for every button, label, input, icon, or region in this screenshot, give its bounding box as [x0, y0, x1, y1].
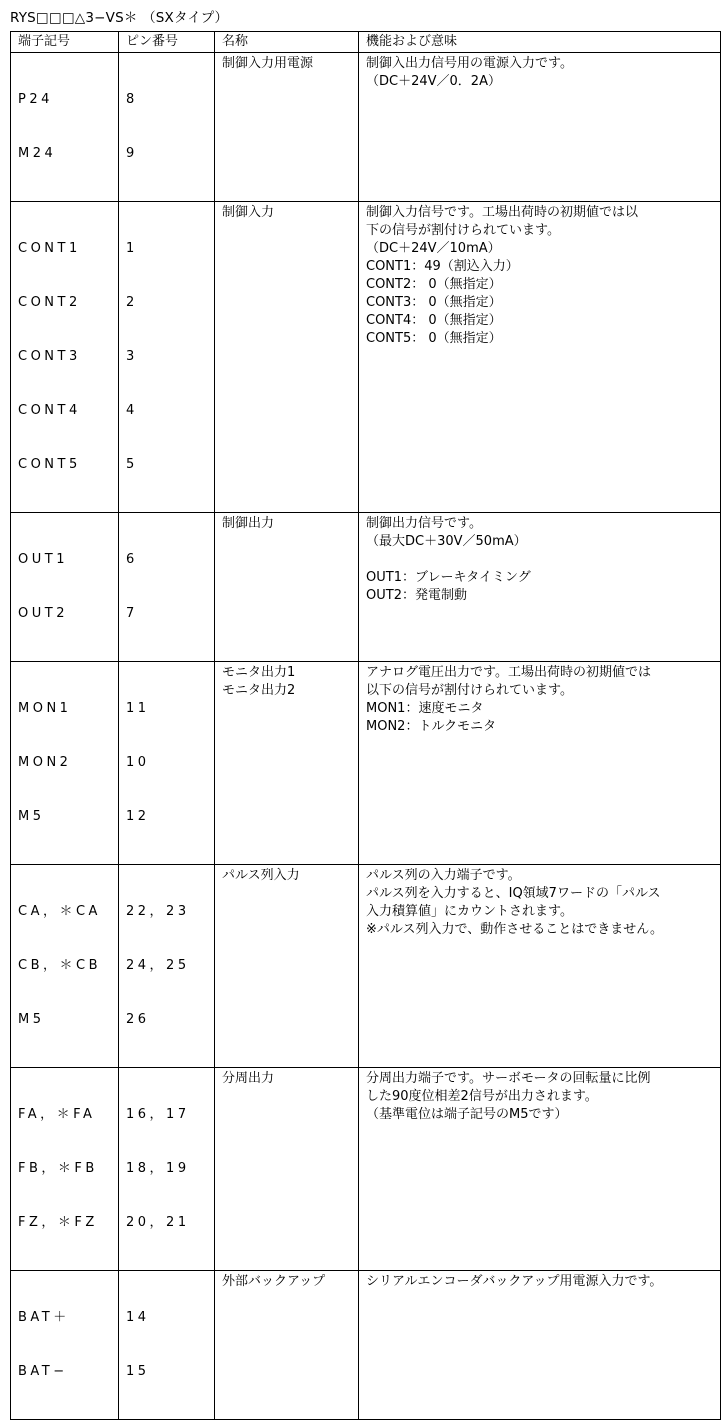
terminal-table	[10, 31, 721, 1420]
terminal-code: CA，＊CA	[18, 904, 101, 919]
name-cell	[215, 865, 359, 1068]
name-cell	[215, 53, 359, 202]
function-text: CONT5： 0（無指定）	[366, 331, 502, 346]
terminal-code: M5	[18, 809, 45, 824]
function-text: MON2：トルクモニタ	[366, 719, 497, 734]
table-row	[11, 865, 721, 1068]
terminal-name: モニタ出力1	[222, 665, 296, 680]
pin-number: 16，17	[126, 1107, 190, 1122]
name-cell	[215, 513, 359, 662]
table-row	[11, 202, 721, 513]
function-text: シリアルエンコーダバックアップ用電源入力です。	[366, 1274, 663, 1289]
function-cell	[359, 53, 721, 202]
terminal-code-cell	[11, 1271, 119, 1420]
terminal-code: FZ，＊FZ	[18, 1215, 98, 1230]
function-text: アナログ電圧出力です。工場出荷時の初期値では	[366, 665, 651, 680]
pin-number: 2	[126, 295, 138, 310]
pin-number: 7	[126, 606, 138, 621]
terminal-code-cell	[11, 662, 119, 865]
terminal-code: MON1	[18, 701, 72, 716]
function-text: パルス列を入力すると、IQ領域7ワードの「パルス	[366, 886, 661, 901]
pin-number: 4	[126, 403, 138, 418]
table-header-row	[11, 32, 721, 53]
pin-number: 9	[126, 146, 138, 161]
terminal-name: モニタ出力2	[222, 683, 296, 698]
terminal-code: MON2	[18, 755, 72, 770]
pin-number: 20，21	[126, 1215, 190, 1230]
name-cell	[215, 1068, 359, 1271]
pin-number: 1	[126, 241, 138, 256]
pin-number-cell	[119, 513, 215, 662]
pin-number: 10	[126, 755, 150, 770]
terminal-code: CONT2	[18, 295, 81, 310]
function-text	[366, 551, 714, 569]
pin-number: 11	[126, 701, 150, 716]
function-text: CONT2： 0（無指定）	[366, 277, 502, 292]
table-row	[11, 53, 721, 202]
function-text: （DC＋24V／10mA）	[366, 241, 501, 256]
pin-number: 22，23	[126, 904, 190, 919]
pin-number: 6	[126, 552, 138, 567]
pin-number: 26	[126, 1012, 150, 1027]
terminal-code: BAT＋	[18, 1310, 70, 1325]
page-title: RYS□□□△3−VS＊ （SXタイプ）	[10, 10, 229, 26]
function-text: OUT1：ブレーキタイミング	[366, 570, 531, 585]
function-text: CONT3： 0（無指定）	[366, 295, 502, 310]
function-cell	[359, 662, 721, 865]
function-text: 制御入力信号です。工場出荷時の初期値では以	[366, 205, 638, 220]
pin-number-cell	[119, 202, 215, 513]
name-cell	[215, 1271, 359, 1420]
function-text: 制御入出力信号用の電源入力です。	[366, 56, 573, 71]
terminal-name: パルス列入力	[222, 868, 300, 883]
terminal-code: BAT−	[18, 1364, 68, 1379]
terminal-code: CONT5	[18, 457, 81, 472]
terminal-name: 制御出力	[222, 516, 275, 531]
pin-number: 15	[126, 1364, 150, 1379]
function-cell	[359, 865, 721, 1068]
pin-number: 5	[126, 457, 138, 472]
terminal-code: CONT1	[18, 241, 81, 256]
terminal-code-cell	[11, 202, 119, 513]
terminal-code: OUT1	[18, 552, 68, 567]
pin-number: 3	[126, 349, 138, 364]
pin-number: 18，19	[126, 1161, 190, 1176]
terminal-code: M24	[18, 146, 57, 161]
table-row	[11, 513, 721, 662]
function-text: 制御出力信号です。	[366, 516, 482, 531]
pin-number: 12	[126, 809, 150, 824]
terminal-code: CONT3	[18, 349, 81, 364]
terminal-code-cell	[11, 513, 119, 662]
table-row	[11, 1068, 721, 1271]
function-text: した90度位相差2信号が出力されます。	[366, 1089, 598, 1104]
name-cell	[215, 662, 359, 865]
function-text: CONT4： 0（無指定）	[366, 313, 502, 328]
terminal-code: M5	[18, 1012, 45, 1027]
function-text: （DC＋24V／0．2A）	[366, 74, 501, 89]
function-text: 入力積算値」にカウントされます。	[366, 904, 573, 919]
table-row	[11, 662, 721, 865]
terminal-code-cell	[11, 865, 119, 1068]
function-text: ※パルス列入力で、動作させることはできません。	[366, 922, 664, 937]
function-text: CONT1：49（割込入力）	[366, 259, 519, 274]
function-cell	[359, 513, 721, 662]
terminal-name: 分周出力	[222, 1071, 275, 1086]
pin-number-cell	[119, 662, 215, 865]
function-text: 以下の信号が割付けられています。	[366, 683, 573, 698]
pin-number-cell	[119, 1068, 215, 1271]
terminal-code: FA，＊FA	[18, 1107, 96, 1122]
terminal-code: OUT2	[18, 606, 68, 621]
function-text: MON1：速度モニタ	[366, 701, 484, 716]
function-cell	[359, 1271, 721, 1420]
header-name: 名称	[215, 32, 359, 53]
pin-number: 8	[126, 92, 138, 107]
terminal-code: P24	[18, 92, 53, 107]
terminal-code-cell	[11, 1068, 119, 1271]
function-text: 下の信号が割付けられています。	[366, 223, 560, 238]
terminal-name: 制御入力	[222, 205, 275, 220]
pin-number: 24，25	[126, 958, 190, 973]
terminal-code: CB，＊CB	[18, 958, 101, 973]
function-cell	[359, 1068, 721, 1271]
function-cell	[359, 202, 721, 513]
terminal-name: 外部バックアップ	[222, 1274, 326, 1289]
function-text: （基準電位は端子記号のM5です）	[366, 1107, 568, 1122]
function-text: OUT2：発電制動	[366, 588, 467, 603]
terminal-name: 制御入力用電源	[222, 56, 314, 71]
terminal-code: FB，＊FB	[18, 1161, 98, 1176]
table-row	[11, 1271, 721, 1420]
function-text: （最大DC＋30V／50mA）	[366, 534, 527, 549]
function-text: パルス列の入力端子です。	[366, 868, 521, 883]
header-pin-number: ピン番号	[119, 32, 215, 53]
header-terminal-code: 端子記号	[11, 32, 119, 53]
pin-number-cell	[119, 53, 215, 202]
function-text: 分周出力端子です。サーボモータの回転量に比例	[366, 1071, 651, 1086]
terminal-code: CONT4	[18, 403, 81, 418]
header-function: 機能および意味	[359, 32, 721, 53]
name-cell	[215, 202, 359, 513]
pin-number-cell	[119, 1271, 215, 1420]
pin-number: 14	[126, 1310, 150, 1325]
pin-number-cell	[119, 865, 215, 1068]
terminal-code-cell	[11, 53, 119, 202]
